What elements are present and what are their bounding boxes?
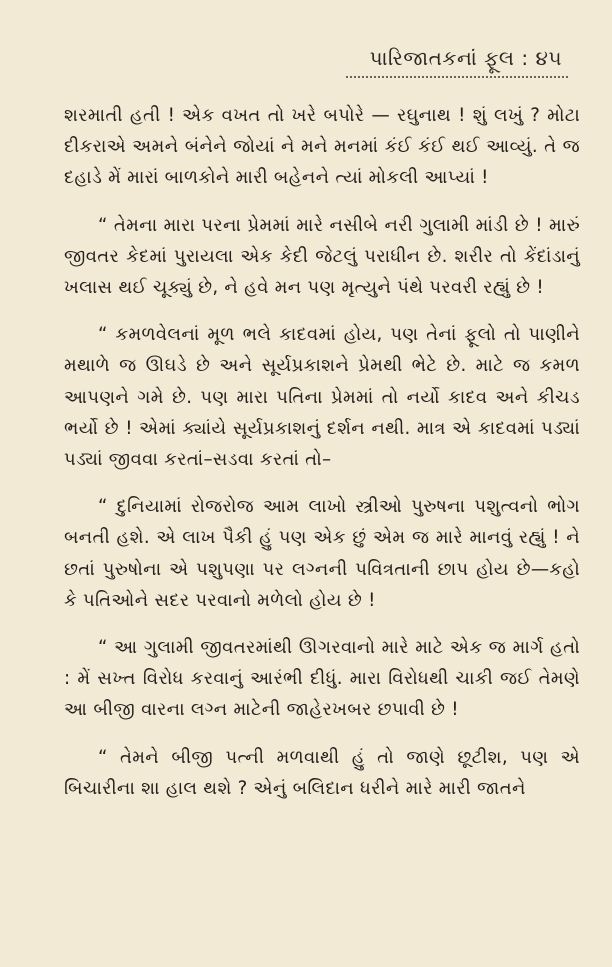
paragraph-1: શરમાતી હતી ! એક વખત તો ખરે બપોરે — રઘુનાથ ! શું લખું ? મોટા દીકરાએ અમને બંનેને જોયાં ને મને મનમાં કંઈ કંઈ થઈ આવ્યું. તે જ દહાડે મેં મારાં બાળકોને મારી બહેનને ત્યાં મોકલી આપ્યાં !	[64, 105, 580, 189]
paragraph-4: “ દુનિયામાં રોજરોજ આમ લાખો સ્ત્રીઓ પુરુષના પશુત્વનો ભોગ બનતી હશે. એ લાખ પૈકી હું પણ એક છું એમ જ મારે માનવું રહ્યું ! ને છતાં પુરુષોના એ પશુપણા પર લગ્નની પવિત્રતાની છાપ હોય છે—કહો કે પતિઓને સદર પરવાનો મળેલો હોય છે !	[64, 496, 580, 611]
page-body	[64, 100, 580, 820]
paragraph-6: “ તેમને બીજી પત્ની મળવાથી હું તો જાણે છૂટીશ, પણ એ બિચારીના શા હાલ થશે ? એનું બલિદાન ધરીને મારે મારી જાતને	[64, 746, 580, 799]
header-dotted-rule	[346, 76, 568, 78]
running-title: પારિજાતકનાં ફૂલ : ૪૫	[369, 46, 562, 70]
paragraph-2: “ તેમના મારા પરના પ્રેમમાં મારે નસીબે નરી ગુલામી માંડી છે ! મારું જીવતર કેદમાં પુરાયલા એક કેદી જેટલું પરાધીન છે. શરીર તો કેંદાંડાનું ખલાસ થઈ ચૂક્યું છે, ને હવે મન પણ મૃત્યુને પંથે પરવરી રહ્યું છે !	[64, 214, 580, 299]
paragraph-5: “ આ ગુલામી જીવતરમાંથી ઊગરવાનો મારે માટે એક જ માર્ગ હતો : મેં સખ્ત વિરોધ કરવાનું આરંભી દીધું. મારા વિરોધથી ચાકી જઈ તેમણે આ બીજી વારના લગ્ન માટેની જાહેરખબર છપાવી છે !	[64, 637, 580, 721]
paragraph-3: “ કમળવેલનાં મૂળ ભલે કાદવમાં હોય, પણ તેનાં ફૂલો તો પાણીને મથાળે જ ઊઘડે છે અને સૂર્યપ્રકાશને પ્રેમથી ભેટે છે. માટે જ કમળ આપણને ગમે છે. પણ મારા પતિના પ્રેમમાં તો નર્યો કાદવ અને કીચડ ભર્યો છે ! એમાં ક્યાંયે સૂર્યપ્રકાશનું દર્શન નથી. માત્ર એ કાદવમાં પડ્યાં પડ્યાં જીવવા કરતાં–સડવા કરતાં તો–	[64, 324, 580, 471]
